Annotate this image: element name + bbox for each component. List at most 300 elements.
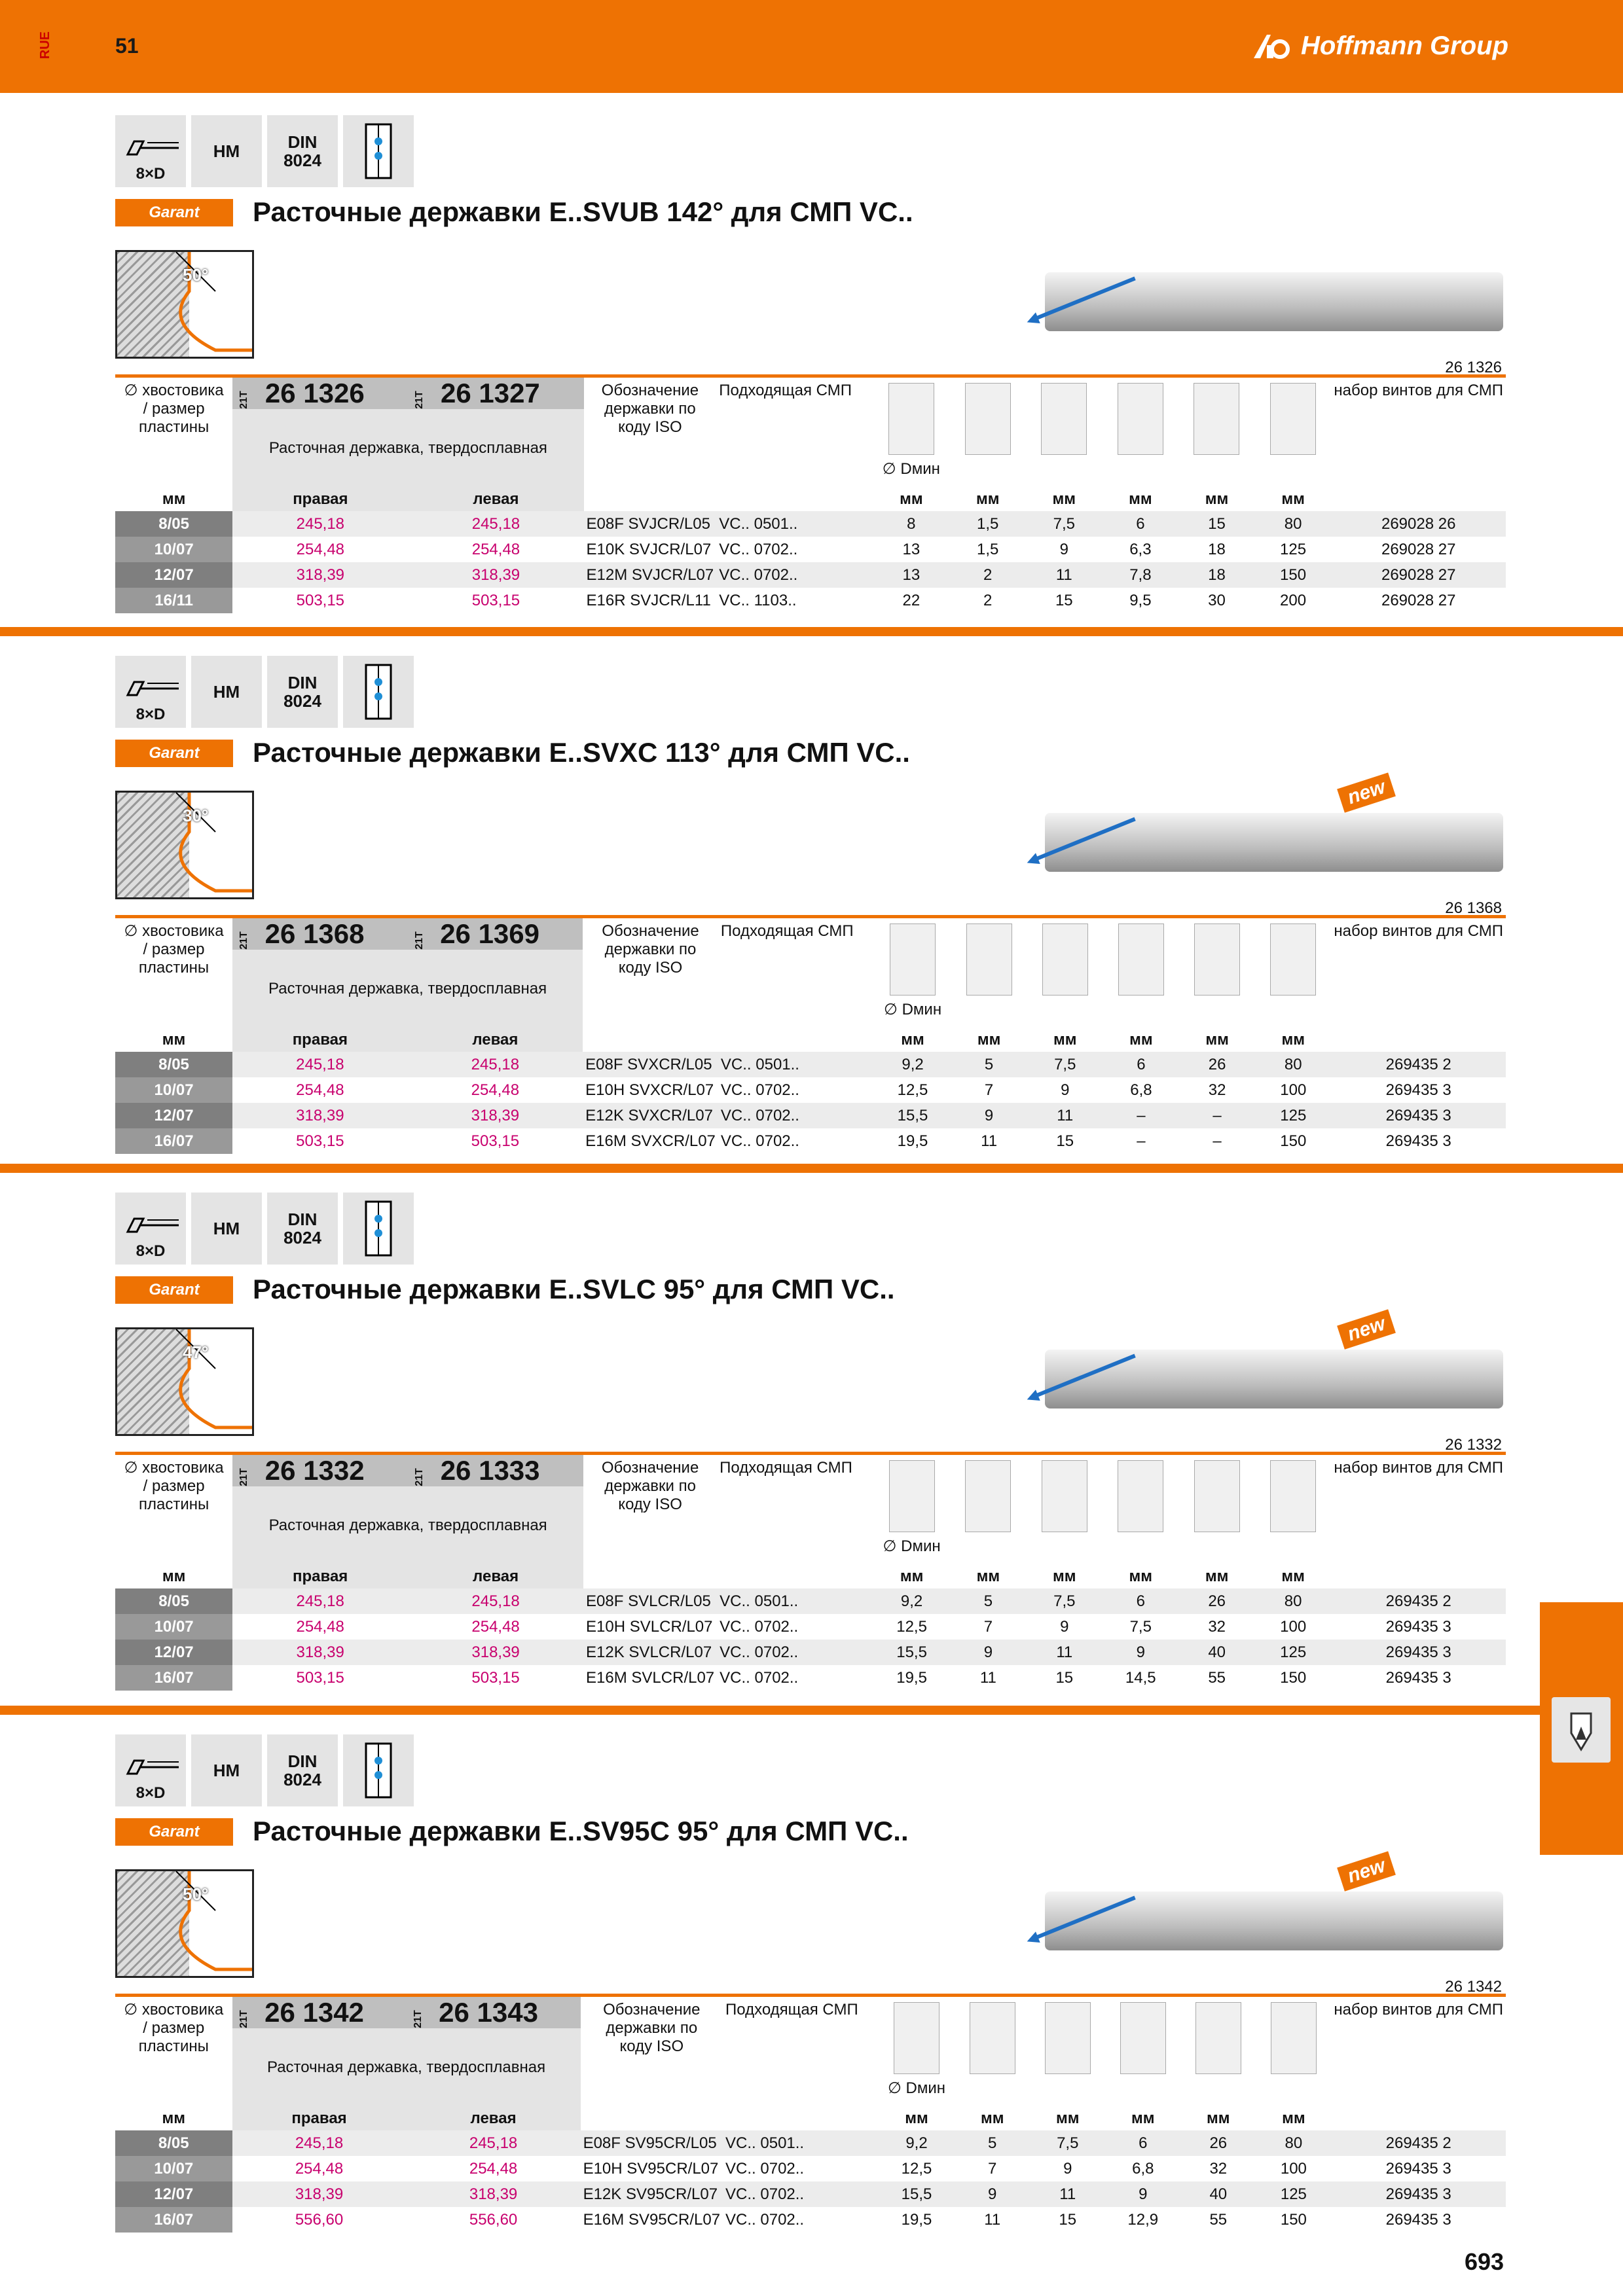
dimension-diagram-5 [1179, 917, 1255, 1029]
table-cell: 9 [1030, 2156, 1105, 2181]
dimension-diagram-icon [1271, 2002, 1317, 2074]
table-cell: VC.. 0702.. [716, 537, 873, 562]
table-cell: 9 [1026, 537, 1103, 562]
col-shank-header [115, 376, 232, 488]
dimension-diagram-icon [1045, 2002, 1091, 2074]
table-cell: 7 [955, 2156, 1030, 2181]
table-cell: 503,15 [408, 588, 583, 613]
coolant-icon [343, 1734, 414, 1806]
table-row[interactable] [115, 1077, 1506, 1103]
ratio-label: 8×D [136, 165, 166, 183]
table-cell: 32 [1180, 2156, 1256, 2181]
table-cell: 80 [1255, 1052, 1331, 1077]
table-cell: VC.. 0501.. [717, 1588, 873, 1614]
table-cell: 503,15 [408, 1665, 583, 1691]
prefix-label: 21T [238, 2010, 249, 2028]
table-row[interactable] [115, 2207, 1506, 2233]
unit-label: мм [1055, 2109, 1080, 2127]
tool-code: 26 1326 [1445, 359, 1502, 376]
product-table [115, 1452, 1506, 1691]
iso-header [583, 917, 718, 1029]
table-cell: 269435 3 [1331, 1614, 1506, 1640]
table-cell: VC.. 0501.. [716, 511, 873, 537]
dimension-diagram-3 [1030, 1996, 1105, 2108]
new-badge: new [1337, 1851, 1396, 1892]
unit-label: мм [1205, 1568, 1229, 1585]
table-cell: 15,5 [875, 1103, 951, 1128]
table-row[interactable] [115, 1128, 1506, 1154]
unit-label: мм [1053, 1568, 1076, 1585]
table-cell: 556,60 [232, 2207, 407, 2233]
section-title: Расточные державки E..SVXC 113° для СМП VC.. [253, 737, 910, 768]
blank [583, 1028, 718, 1052]
table-cell: 7 [951, 1077, 1027, 1103]
table-cell: E08F SVLCR/L05 [583, 1588, 717, 1614]
table-cell: E12K SV95CR/L07 [581, 2181, 723, 2207]
table-cell: 125 [1255, 537, 1332, 562]
unit-label: мм [1129, 1031, 1153, 1049]
coolant-icon [343, 1193, 414, 1265]
dimension-diagram-1 [873, 376, 949, 488]
din-bottom: 8024 [283, 691, 321, 711]
table-cell: 318,39 [408, 562, 583, 588]
dimension-diagram-2 [951, 917, 1027, 1029]
unit-label: мм [1053, 1031, 1077, 1049]
table-cell: 32 [1179, 1077, 1255, 1103]
product-section [115, 115, 1506, 619]
dimension-diagram-icon [1042, 924, 1088, 996]
col-shank-line: пластины [139, 418, 210, 436]
profile-angle: 47° [183, 1342, 209, 1362]
dimension-diagram-6 [1255, 1454, 1332, 1566]
table-cell: 5 [950, 1588, 1026, 1614]
iso-line: Обозначение [601, 1459, 699, 1477]
table-cell: 16/07 [115, 1128, 232, 1154]
iso-line: коду ISO [618, 1496, 682, 1513]
table-cell: 254,48 [407, 2156, 581, 2181]
table-row[interactable] [115, 1588, 1506, 1614]
table-row[interactable] [115, 1103, 1506, 1128]
table-cell: 22 [873, 588, 949, 613]
table-cell: 200 [1255, 588, 1332, 613]
table-cell: E16M SVLCR/L07 [583, 1665, 717, 1691]
order-number-left-value: 26 1343 [439, 1997, 538, 2028]
table-row[interactable] [115, 2181, 1506, 2207]
table-cell: 11 [1026, 562, 1103, 588]
chapter-tab[interactable] [1540, 1602, 1623, 1855]
table-cell: 245,18 [232, 1588, 408, 1614]
din-badge [267, 656, 338, 728]
blank [1331, 488, 1506, 511]
dimension-diagram-5 [1178, 376, 1255, 488]
table-cell: 12,5 [873, 1614, 950, 1640]
table-cell: 12,9 [1105, 2207, 1180, 2233]
order-number-left [408, 917, 583, 950]
table-cell: E10K SVJCR/L07 [584, 537, 717, 562]
table-cell: 13 [873, 562, 949, 588]
table-cell: 9 [1027, 1614, 1103, 1640]
table-cell: VC.. 0702.. [716, 562, 873, 588]
table-cell: 8/05 [115, 511, 232, 537]
table-cell: 254,48 [232, 2156, 407, 2181]
table-cell: E08F SVJCR/L05 [584, 511, 717, 537]
table-cell: VC.. 0702.. [723, 2207, 879, 2233]
table-cell: 150 [1255, 1665, 1332, 1691]
table-cell: 55 [1178, 1665, 1254, 1691]
garant-logo: Garant [115, 199, 233, 226]
product-table [115, 1994, 1506, 2233]
table-row[interactable] [115, 1052, 1506, 1077]
screws-header: набор винтов для СМП [1331, 917, 1506, 1029]
prefix-label: 21T [238, 931, 249, 950]
holder-description: Расточная державка, твердосплавная [232, 2028, 581, 2107]
table-cell: 11 [1030, 2181, 1105, 2207]
cut-profile-diagram [115, 1869, 254, 1978]
dimension-diagram-icon [1118, 924, 1164, 996]
unit-label: мм [162, 2109, 186, 2127]
ratio-label: 8×D [136, 1242, 166, 1260]
unit-label: мм [1052, 490, 1076, 508]
table-cell: 100 [1256, 2156, 1331, 2181]
dimension-diagram-icon [965, 1460, 1011, 1532]
dimension-diagram-icon [1120, 2002, 1166, 2074]
tool-direction-icon [115, 115, 186, 187]
table-cell: 19,5 [875, 1128, 951, 1154]
dmin-label: ∅ Dмин [884, 1001, 942, 1018]
table-cell: 10/07 [115, 537, 232, 562]
order-number-left [407, 1996, 581, 2029]
side-label: RUE [38, 31, 52, 60]
dimension-diagram-icon [970, 2002, 1015, 2074]
coolant-icon [343, 656, 414, 728]
table-cell: 14,5 [1103, 1665, 1178, 1691]
table-cell: 245,18 [232, 1052, 408, 1077]
table-cell: E10H SVXCR/L07 [583, 1077, 718, 1103]
col-shank-line: ∅ хвостовика [124, 2001, 224, 2018]
table-cell: 18 [1178, 562, 1255, 588]
col-shank-header [115, 1454, 232, 1566]
col-shank-header [115, 917, 232, 1029]
table-cell: 1,5 [949, 511, 1026, 537]
table-cell: 40 [1180, 2181, 1256, 2207]
new-badge: new [1337, 772, 1396, 813]
table-cell: 15 [1026, 588, 1103, 613]
col-shank-line: ∅ хвостовика [124, 382, 224, 399]
holder-description: Расточная державка, твердосплавная [232, 409, 583, 488]
table-cell: 269028 27 [1331, 562, 1506, 588]
dmin-label: ∅ Dмин [882, 460, 940, 478]
table-cell: 269028 27 [1331, 537, 1506, 562]
order-number-right [232, 1454, 408, 1487]
table-cell: 150 [1255, 1128, 1331, 1154]
dimension-diagram-5 [1178, 1454, 1254, 1566]
col-shank-line: / размер [143, 400, 205, 418]
table-cell: 254,48 [408, 1614, 583, 1640]
din-bottom: 8024 [283, 151, 321, 170]
unit-label: мм [901, 1031, 924, 1049]
unit-label: мм [1207, 2109, 1230, 2127]
col-shank-line: / размер [143, 2019, 205, 2037]
table-cell: 318,39 [407, 2181, 581, 2207]
dimension-diagram-icon [888, 383, 934, 455]
blank [584, 488, 717, 511]
boring-bar-image [901, 246, 1503, 370]
table-cell: 318,39 [408, 1103, 583, 1128]
left-hand-label: левая [408, 1028, 583, 1052]
table-cell: VC.. 0501.. [723, 2130, 879, 2156]
table-cell: 9,2 [879, 2130, 955, 2156]
dimension-diagram-icon [1118, 1460, 1163, 1532]
dimension-diagram-1 [873, 1454, 950, 1566]
iso-header [584, 376, 717, 488]
table-cell: 5 [951, 1052, 1027, 1077]
brand-name: Hoffmann Group [1300, 31, 1508, 60]
table-cell: 269435 3 [1331, 1665, 1506, 1691]
table-row[interactable] [115, 511, 1506, 537]
table-cell: 15 [1178, 511, 1255, 537]
table-cell: 7,5 [1027, 1052, 1103, 1077]
prefix-label: 21T [412, 2010, 424, 2028]
dimension-diagram-icon [1194, 1460, 1240, 1532]
order-number-left-value: 26 1327 [440, 378, 540, 408]
table-cell: 10/07 [115, 1614, 232, 1640]
din-top: DIN [287, 132, 318, 152]
blank [718, 1028, 875, 1052]
din-bottom: 8024 [283, 1228, 321, 1247]
table-cell: 2 [949, 588, 1026, 613]
table-cell: 26 [1179, 1052, 1255, 1077]
dimension-diagram-2 [950, 1454, 1026, 1566]
table-cell: 1,5 [949, 537, 1026, 562]
table-cell: 6,8 [1103, 1077, 1179, 1103]
table-cell: 254,48 [232, 537, 408, 562]
din-top: DIN [287, 1751, 318, 1771]
table-cell: 254,48 [232, 1077, 408, 1103]
col-shank-line: пластины [138, 1496, 210, 1513]
section-divider [0, 1164, 1623, 1173]
table-cell: 318,39 [232, 1640, 408, 1665]
table-row[interactable] [115, 2156, 1506, 2181]
table-cell: 32 [1178, 1614, 1254, 1640]
table-cell: 19,5 [873, 1665, 950, 1691]
table-cell: 9 [951, 1103, 1027, 1128]
blank [717, 1565, 873, 1588]
din-badge [267, 115, 338, 187]
table-cell: 7,5 [1026, 511, 1103, 537]
cut-profile-diagram [115, 1327, 254, 1436]
table-cell: 11 [955, 2207, 1030, 2233]
table-cell: 100 [1255, 1077, 1331, 1103]
order-number-right-value: 26 1332 [264, 1455, 365, 1486]
tool-code: 26 1368 [1445, 899, 1502, 917]
table-row[interactable] [115, 1640, 1506, 1665]
table-cell: 9,2 [875, 1052, 951, 1077]
blank [1331, 1565, 1506, 1588]
blank [583, 1565, 717, 1588]
table-cell: 7,5 [1103, 1614, 1178, 1640]
table-cell: VC.. 0702.. [717, 1640, 873, 1665]
insert-header: Подходящая СМП [718, 917, 875, 1029]
table-cell: VC.. 0702.. [718, 1103, 875, 1128]
tool-direction-icon [115, 1734, 186, 1806]
dimension-diagram-4 [1103, 376, 1179, 488]
table-cell: VC.. 0702.. [723, 2156, 879, 2181]
profile-angle: 30° [183, 806, 209, 825]
table-cell: 26 [1180, 2130, 1256, 2156]
dimension-diagram-2 [955, 1996, 1030, 2108]
table-cell: 318,39 [408, 1640, 583, 1665]
dimension-diagram-3 [1026, 376, 1103, 488]
table-cell: 318,39 [232, 2181, 407, 2207]
order-number-right-value: 26 1342 [264, 1997, 364, 2028]
table-cell: 503,15 [232, 1665, 408, 1691]
table-cell: 13 [873, 537, 949, 562]
table-cell: 55 [1180, 2207, 1256, 2233]
table-cell: 15,5 [873, 1640, 950, 1665]
din-top: DIN [287, 673, 318, 692]
tool-code: 26 1332 [1445, 1436, 1502, 1454]
unit-label: мм [905, 2109, 928, 2127]
section-divider [0, 1706, 1623, 1715]
table-cell: 8/05 [115, 1052, 232, 1077]
table-row[interactable] [115, 1614, 1506, 1640]
table-cell: 269435 3 [1331, 2156, 1506, 2181]
dimension-diagram-icon [1042, 1460, 1087, 1532]
left-hand-label: левая [408, 1565, 583, 1588]
table-cell: 269435 3 [1331, 2207, 1506, 2233]
table-cell: E08F SVXCR/L05 [583, 1052, 718, 1077]
material-badge: HM [191, 1193, 262, 1265]
table-cell: 269435 3 [1331, 1077, 1506, 1103]
unit-label: мм [976, 490, 1000, 508]
table-cell: 15,5 [879, 2181, 955, 2207]
table-cell: 10/07 [115, 2156, 232, 2181]
table-cell: 40 [1178, 1640, 1254, 1665]
order-number-right-value: 26 1326 [264, 378, 365, 408]
unit-label: мм [1129, 490, 1152, 508]
table-cell: 18 [1178, 537, 1255, 562]
table-cell: 125 [1256, 2181, 1331, 2207]
right-hand-label: правая [232, 1028, 408, 1052]
boring-bar-image [901, 1854, 1503, 1990]
table-cell: 11 [1027, 1103, 1103, 1128]
table-cell: 245,18 [408, 511, 583, 537]
dimension-diagram-icon [966, 924, 1012, 996]
unit-label: мм [162, 490, 186, 508]
order-number-left [408, 376, 583, 410]
table-cell: 6 [1103, 511, 1179, 537]
iso-line: коду ISO [619, 2037, 684, 2055]
table-row[interactable] [115, 1665, 1506, 1691]
material-badge: HM [191, 115, 262, 187]
din-badge [267, 1734, 338, 1806]
unit-label: мм [1282, 2109, 1305, 2127]
table-cell: E16M SV95CR/L07 [581, 2207, 723, 2233]
table-cell: 9 [1105, 2181, 1180, 2207]
col-shank-line: ∅ хвостовика [124, 1459, 224, 1477]
table-row[interactable] [115, 537, 1506, 562]
table-cell: 503,15 [232, 588, 408, 613]
unit-label: мм [1131, 2109, 1155, 2127]
order-number-right [232, 376, 408, 410]
dmin-label: ∅ Dмин [883, 1537, 941, 1555]
product-table [115, 374, 1506, 613]
dimension-diagram-6 [1256, 1996, 1331, 2108]
dimension-diagram-5 [1180, 1996, 1256, 2108]
table-cell: 9 [950, 1640, 1026, 1665]
cut-profile-diagram [115, 791, 254, 899]
table-cell: 269435 3 [1331, 1128, 1506, 1154]
hoffmann-logo-icon [1251, 32, 1297, 61]
prefix-label: 21T [414, 391, 426, 409]
din-badge [267, 1193, 338, 1265]
table-cell: 269435 3 [1331, 2181, 1506, 2207]
dimension-diagram-4 [1103, 1454, 1178, 1566]
table-cell: 269028 26 [1331, 511, 1506, 537]
dimension-diagram-icon [889, 1460, 935, 1532]
holder-description: Расточная державка, твердосплавная [232, 950, 583, 1028]
table-cell: VC.. 1103.. [716, 588, 873, 613]
prefix-label: 21T [413, 931, 425, 950]
garant-logo: Garant [115, 1818, 233, 1846]
table-cell: 7,5 [1030, 2130, 1105, 2156]
right-hand-label: правая [232, 2107, 407, 2130]
unit-label: мм [977, 1031, 1001, 1049]
table-cell: 8/05 [115, 1588, 232, 1614]
col-shank-line: пластины [138, 2037, 209, 2055]
table-row[interactable] [115, 588, 1506, 613]
table-cell: 269028 27 [1331, 588, 1506, 613]
section-divider [0, 627, 1623, 636]
holder-description: Расточная державка, твердосплавная [232, 1486, 583, 1565]
product-table [115, 915, 1506, 1154]
table-cell: – [1103, 1128, 1179, 1154]
table-row[interactable] [115, 562, 1506, 588]
table-row[interactable] [115, 2130, 1506, 2156]
table-cell: 254,48 [232, 1614, 408, 1640]
table-cell: VC.. 0501.. [718, 1052, 875, 1077]
table-cell: – [1179, 1103, 1255, 1128]
table-cell: 6,3 [1103, 537, 1179, 562]
table-cell: 15 [1027, 1128, 1103, 1154]
product-section [115, 1193, 1506, 1696]
blank [716, 488, 873, 511]
table-cell: E08F SV95CR/L05 [581, 2130, 723, 2156]
table-cell: 6 [1103, 1588, 1178, 1614]
unit-label: мм [900, 490, 923, 508]
iso-line: коду ISO [618, 959, 683, 977]
screws-header: набор винтов для СМП [1331, 1454, 1506, 1566]
unit-label: мм [1205, 1031, 1229, 1049]
unit-label: мм [1129, 1568, 1152, 1585]
tool-code: 26 1342 [1445, 1978, 1502, 1996]
table-cell: 150 [1255, 562, 1332, 588]
blank [1331, 2107, 1506, 2130]
table-cell: 245,18 [232, 2130, 407, 2156]
table-cell: 11 [1027, 1640, 1103, 1665]
iso-header [581, 1996, 723, 2108]
order-number-right [232, 1996, 407, 2029]
unit-label: мм [980, 2109, 1004, 2127]
table-cell: 503,15 [232, 1128, 408, 1154]
page-number: 693 [1465, 2248, 1504, 2275]
order-number-left-value: 26 1333 [440, 1455, 540, 1486]
iso-line: державки по [604, 400, 696, 418]
unit-label: мм [900, 1568, 924, 1585]
section-title: Расточные державки E..SVUB 142° для СМП VC.. [253, 196, 913, 227]
table-cell: 16/11 [115, 588, 232, 613]
blank [723, 2107, 879, 2130]
